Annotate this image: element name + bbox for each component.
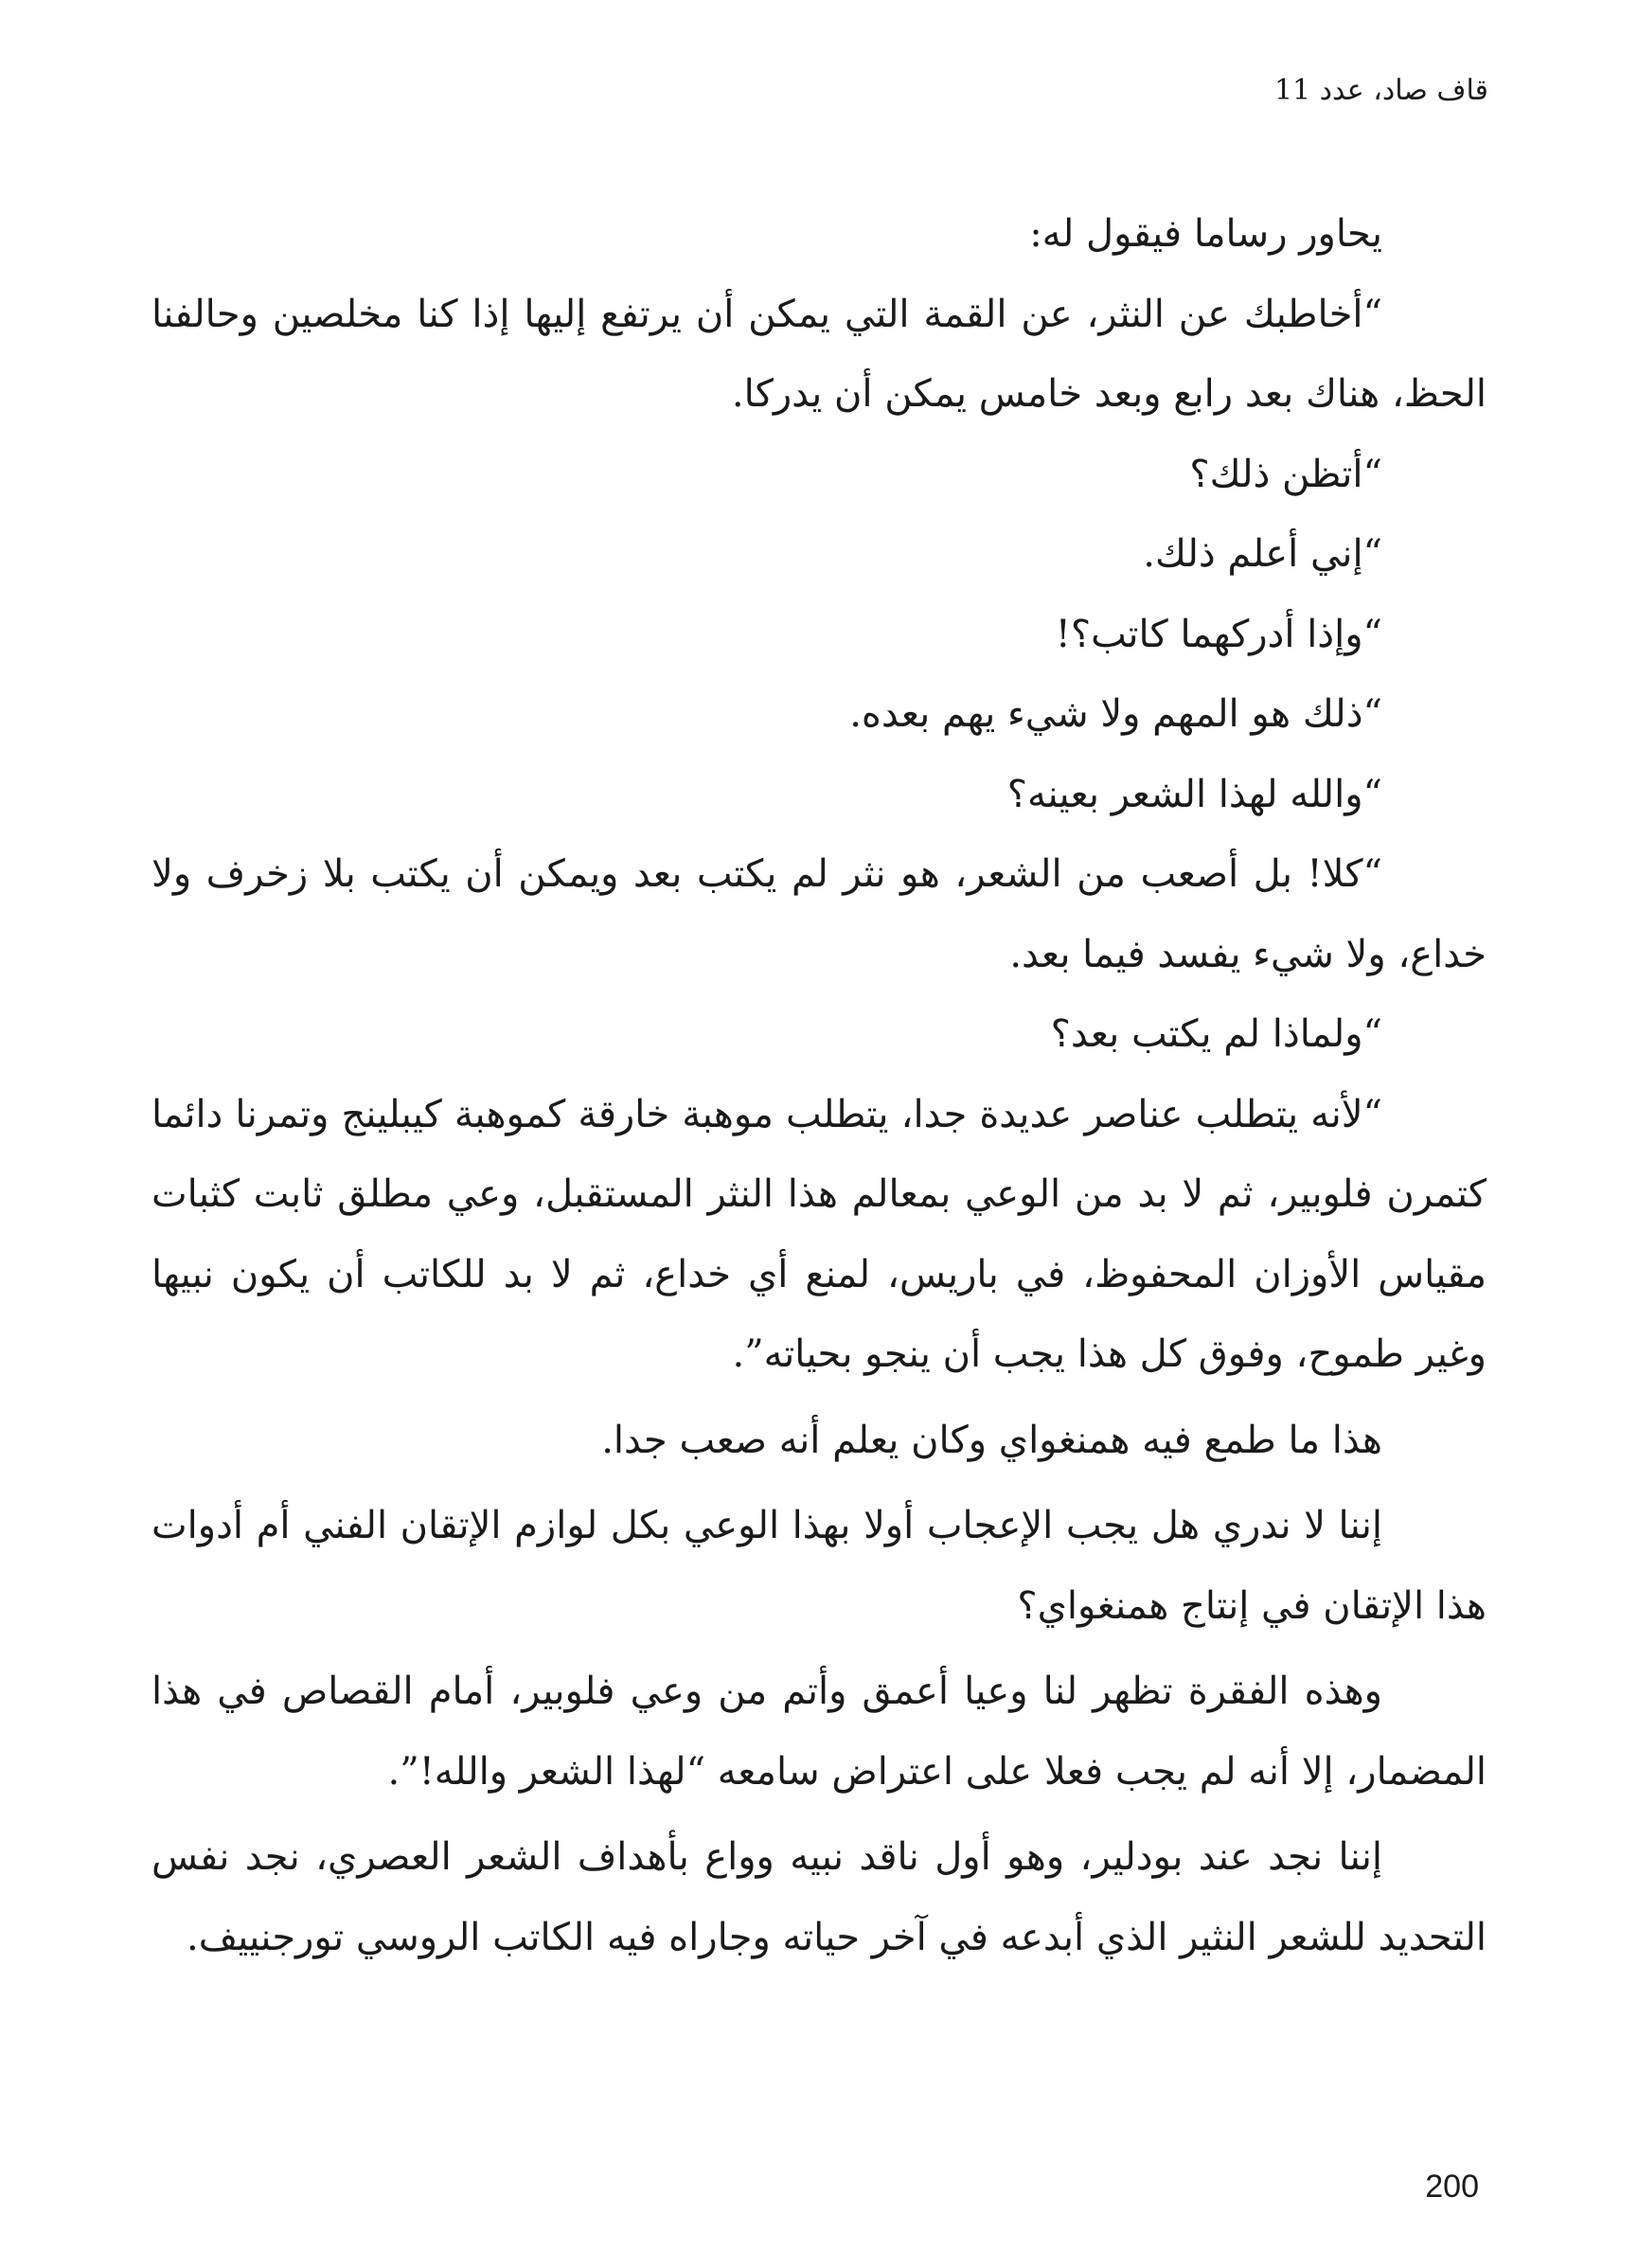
paragraph-intro: يحاور رساما فيقول له: [1029, 212, 1382, 256]
paragraph: هذا ما طمع فيه همنغواي وكان يعلم أنه صعب جدا. [601, 1418, 1382, 1462]
running-header: قاف صاد، عدد 11 [1273, 74, 1488, 107]
dialogue-line: “والله لهذا الشعر بعينه؟ [1006, 772, 1382, 816]
page-number: 200 [1425, 2169, 1479, 2205]
dialogue-line: “ولماذا لم يكتب بعد؟ [1050, 1012, 1382, 1056]
paragraph: إننا نجد عند بودلير، وهو أول ناقد نبيه وواع بأهداف الشعر العصري، نجد نفس التحديد للشعر النثير الذي أبدعه في آخر حياته وجاراه فيه الكاتب الروسي تورجنييف. [151, 1835, 1487, 1959]
dialogue-line: “وإذا أدركهما كاتب؟! [1055, 612, 1382, 656]
dialogue-line: “ذلك هو المهم ولا شيء يهم بعده. [849, 692, 1382, 736]
dialogue-line: “أخاطبك عن النثر، عن القمة التي يمكن أن يرتفع إليها إذا كنا مخلصين وحالفنا الحظ، هناك بعد رابع وبعد خامس يمكن أن يدركا. [151, 292, 1487, 416]
paragraph: وهذه الفقرة تظهر لنا وعيا أعمق وأتم من وعي فلوبير، أمام القصاص في هذا المضمار، إلا أنه لم يجب فعلا على اعتراض سامعه “لهذا الشعر والله!”. [151, 1670, 1487, 1794]
dialogue-line: “إني أعلم ذلك. [1143, 532, 1382, 576]
dialogue-line: “لأنه يتطلب عناصر عديدة جدا، يتطلب موهبة خارقة كموهبة كيبلينج وتمرنا دائما كتمرن فلوبير، ثم لا بد من الوعي بمعالم هذا النثر المستقبل، وعي مطلق ثابت كثبات مقياس الأوزان المحفوظ، في باريس، لمنع أي خداع، ثم لا بد للكاتب أن يكون نبيها وغير طموح، وفوق كل هذا يجب أن ينجو بحياته”. [151, 1092, 1487, 1376]
dialogue-line: “كلا! بل أصعب من الشعر، هو نثر لم يكتب بعد ويمكن أن يكتب بلا زخرف ولا خداع، ولا شيء يفسد فيما بعد. [151, 852, 1487, 976]
dialogue-line: “أتظن ذلك؟ [1189, 452, 1382, 496]
article-body [151, 194, 1487, 1977]
paragraph: إننا لا ندري هل يجب الإعجاب أولا بهذا الوعي بكل لوازم الإتقان الفني أم أدوات هذا الإتقان في إنتاج همنغواي؟ [151, 1504, 1487, 1628]
